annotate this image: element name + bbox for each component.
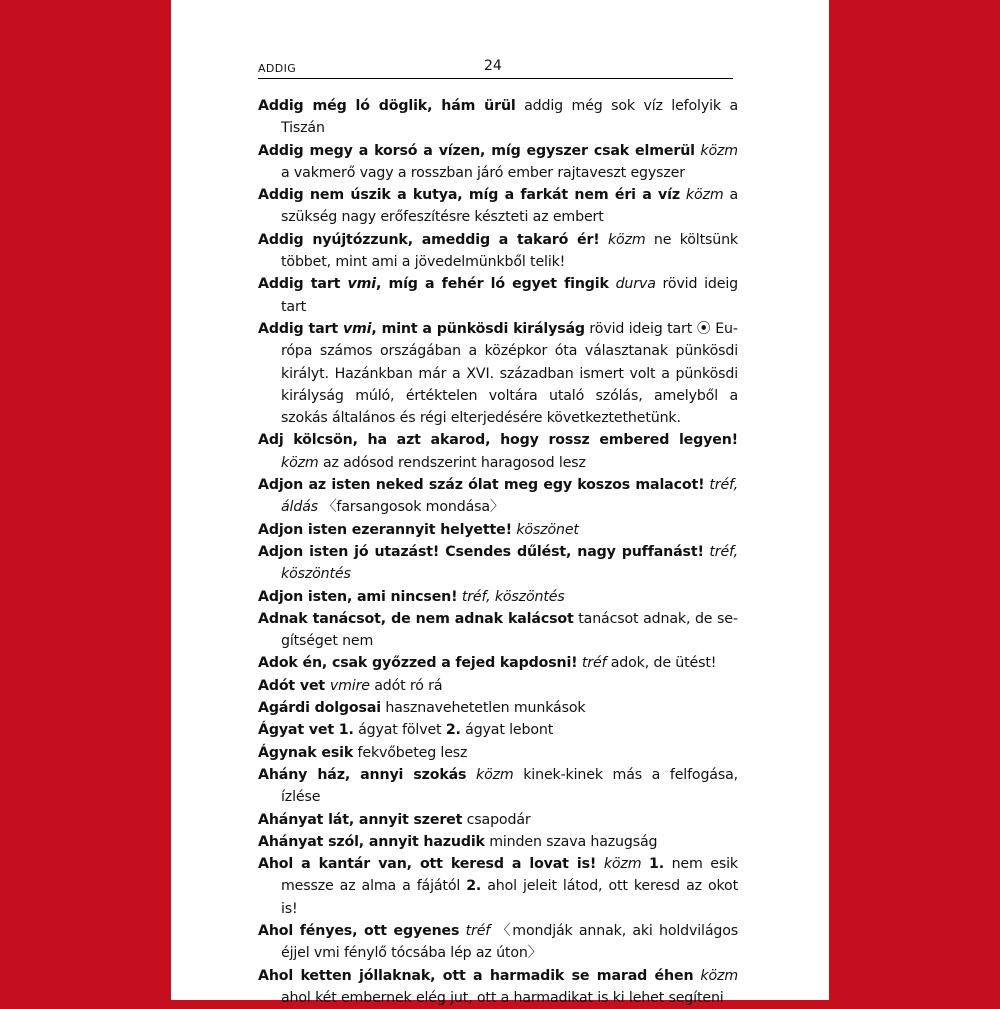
entry-definition: ne költsünk többet, mint ami a jövedelmünkből telik! (281, 231, 738, 271)
dictionary-entries (258, 95, 738, 1009)
dictionary-entry (258, 184, 738, 229)
entry-qualifier: tréf, áldás (281, 477, 738, 516)
dictionary-entry (258, 965, 738, 1009)
entry-headword: Ahol a kantár van, ott keresd a lovat is! (258, 856, 597, 873)
dictionary-entry (258, 652, 738, 674)
entry-definition: 〈farsangosok mondása〉 (317, 499, 504, 516)
entry-qualifier: közm (700, 142, 738, 159)
entry-definition (466, 767, 476, 783)
dictionary-entry (258, 742, 738, 764)
entry-qualifier: közm (281, 454, 319, 471)
entry-headword: , míg a fehér ló egyet fingik (376, 276, 609, 293)
entry-qualifier: vmire (329, 677, 370, 694)
entry-headword: Addig megy a korsó a vízen, míg egyszer csak elmerül (258, 142, 695, 159)
entry-qualifier: tréf (581, 655, 607, 672)
dictionary-entry (258, 474, 738, 519)
dictionary-entry (258, 541, 738, 586)
entry-headword: Ahány ház, annyi szokás (258, 766, 467, 783)
entry-headword: Adnak tanácsot, de nem adnak kalácsot (258, 610, 574, 627)
running-head-word: ADDIG (258, 62, 297, 75)
dictionary-entry (258, 719, 738, 741)
entry-headword: Ahányat lát, annyit szeret (258, 811, 463, 828)
dictionary-page (171, 0, 829, 1006)
entry-headword: Addig nem úszik a kutya, míg a farkát nem éri a víz (258, 187, 680, 204)
entry-qualifier: közm (607, 231, 646, 248)
dictionary-entry (258, 764, 738, 809)
entry-definition: 〈mondják annak, aki holdvilágos éjjel vmi fénylő tócsába lép az úton〉 (281, 922, 738, 962)
dictionary-entry (258, 229, 738, 274)
entry-headword: Ahol ketten jóllaknak, ott a harmadik se marad éhen (258, 967, 694, 984)
entry-qualifier: közm (476, 766, 514, 783)
dictionary-entry (258, 318, 738, 429)
entry-headword: Adjon az isten neked száz ólat meg egy koszos malacot! (258, 477, 705, 494)
entry-definition: az adósod rendszerint haragosod lesz (318, 454, 586, 471)
entry-headword: 2. (445, 722, 461, 739)
entry-definition (600, 232, 608, 248)
entry-definition: nem esik messze az alma a fájától (281, 856, 738, 895)
entry-definition: a vakmerő vagy a rosszban járó ember rajtaveszt egyszer (281, 164, 685, 181)
dictionary-entry (258, 586, 738, 608)
entry-headword: Adjon isten jó utazást! Csendes dűlést, nagy puffanást! (258, 543, 704, 560)
entry-definition: fekvőbeteg lesz (353, 744, 468, 761)
dictionary-entry (258, 831, 738, 853)
entry-definition: ágyat fölvet (353, 722, 446, 739)
entry-qualifier: durva (615, 276, 656, 293)
entry-qualifier: közm (685, 187, 724, 204)
dictionary-entry (258, 608, 738, 653)
entry-headword-variable: vmi (342, 320, 372, 337)
entry-headword: Adót vet (258, 677, 330, 694)
entry-headword: Ahányat szól, annyit hazudik (258, 833, 485, 850)
entry-definition: kinek-kinek más a felfogása, ízlése (281, 766, 738, 806)
dictionary-entry (258, 920, 738, 965)
entry-definition: hasznavehetetlen munkások (380, 700, 586, 717)
entry-qualifier: közm (603, 856, 642, 873)
entry-headword: Adjon isten, ami nincsen! (258, 588, 458, 605)
entry-definition: ahol két embernek elég jut, ott a harmadikat is ki lehet segíteni (281, 989, 724, 1006)
dictionary-entry (258, 429, 738, 474)
entry-headword: , mint a pünkösdi királyság (371, 320, 585, 337)
dictionary-entry (258, 697, 738, 719)
entry-headword: Addig tart (258, 276, 348, 293)
entry-qualifier: tréf (465, 922, 491, 939)
entry-definition: addig még sok víz lefolyik a Tiszán (281, 98, 738, 137)
entry-definition: adok, de ütést! (606, 655, 717, 672)
entry-headword: Addig még ló döglik, hám ürül (258, 98, 516, 114)
dictionary-entry (258, 140, 738, 185)
running-head (258, 58, 733, 79)
entry-definition (641, 856, 649, 872)
entry-definition: rövid ideig tart (281, 276, 738, 315)
entry-headword: Ágyat vet 1. (258, 722, 354, 739)
entry-definition (596, 856, 604, 872)
entry-qualifier: köszönet (516, 521, 579, 538)
entry-headword: Ágynak esik (258, 744, 354, 761)
entry-qualifier: közm (700, 967, 738, 984)
entry-headword: Addig nyújtózzunk, ameddig a takaró ér! (258, 231, 600, 248)
entry-definition: tanácsot adnak, de segítséget nem (281, 610, 738, 650)
entry-headword: Ahol fényes, ott egyenes (258, 922, 460, 939)
entry-headword: Addig tart (258, 320, 343, 337)
entry-headword: Adj kölcsön, ha azt akarod, hogy rossz embered legyen! (258, 432, 738, 449)
dictionary-entry (258, 675, 738, 697)
entry-definition: rövid ideig tart ⦿ Európa számos országában a középkor óta választanak pünkösdi királyt. Hazánkban már a XVI. században ismert volt a pünkösdi királyság múló, értéktelen voltára utaló szólás, amelyből a szokás általános és régi elterjedésére következtethetünk. (281, 320, 738, 427)
entry-headword: 2. (466, 878, 482, 895)
entry-headword: Adok én, csak győzzed a fejed kapdosni! (258, 655, 578, 672)
entry-definition (609, 276, 616, 292)
entry-qualifier: tréf, köszöntés (461, 588, 565, 605)
dictionary-entry (258, 95, 738, 140)
entry-headword: 1. (649, 856, 664, 873)
entry-headword: Agárdi dolgosai (258, 700, 381, 717)
entry-definition: csapodár (462, 811, 531, 828)
entry-definition: ágyat lebont (460, 722, 554, 739)
entry-headword-variable: vmi (347, 276, 376, 293)
dictionary-entry (258, 519, 738, 541)
entry-definition: ahol jeleit látod, ott keresd az okot is! (281, 878, 738, 917)
entry-qualifier: tréf, köszöntés (281, 543, 738, 583)
dictionary-entry (258, 273, 738, 318)
entry-definition: adót ró rá (369, 677, 443, 694)
page-number: 24 (484, 58, 502, 74)
entry-definition: minden szava hazugság (484, 833, 658, 850)
entry-headword: Adjon isten ezerannyit helyette! (258, 521, 512, 538)
entry-definition: a szükség nagy erőfeszítésre készteti az embert (281, 187, 738, 226)
dictionary-entry (258, 853, 738, 920)
dictionary-entry (258, 809, 738, 831)
